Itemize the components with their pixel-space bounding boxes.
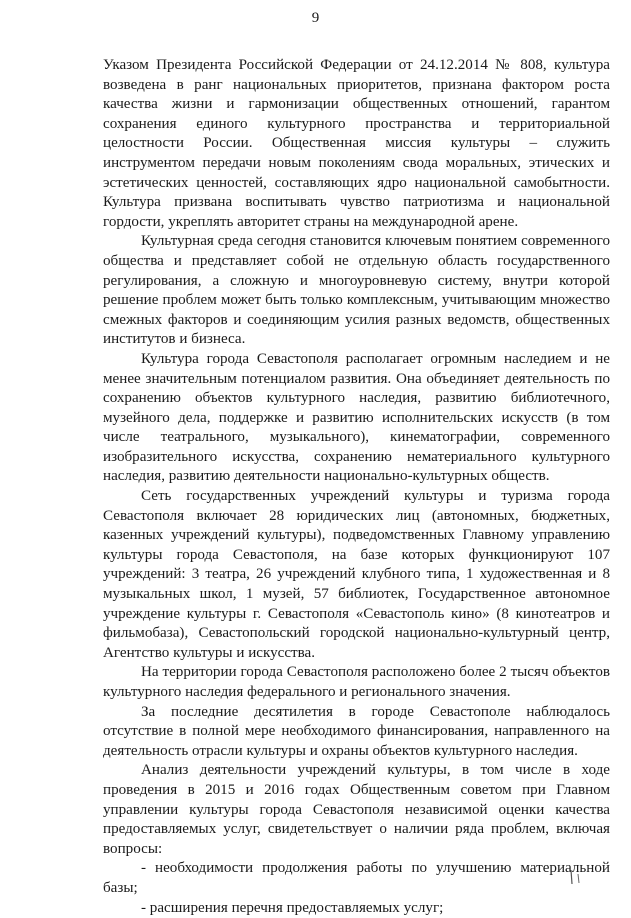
document-body — [103, 56, 610, 918]
bullet-item: - необходимости продолжения работы по улучшению материальной базы; — [103, 860, 610, 896]
bullet-item: - расширения перечня предоставляемых услуг; — [141, 899, 444, 916]
handwritten-mark — [568, 868, 584, 886]
paragraph: Культурная среда сегодня становится ключевым понятием современного общества и представляет собой не отдельную область государственного регулирования, а сложную и многоуровневую систему, внутри которой решение проблем может быть только комплексным, учитывающим множество смежных факторов и соединяющим усилия разных ведомств, общественных институтов и бизнеса. — [103, 233, 610, 348]
paragraph: Анализ деятельности учреждений культуры, в том числе в ходе проведения в 2015 и 2016 годах Общественным советом при Главном управлении культуры города Севастополя независимой оценки качества предоставляемых услуг, свидетельствует о наличии ряда проблем, включая вопросы: — [103, 762, 610, 857]
paragraph: Сеть государственных учреждений культуры и туризма города Севастополя включает 28 юридических лиц (автономных, бюджетных, казенных учреждений культуры), подведомственных Главному управлению культуры города Севастополя, на базе которых функционируют 107 учреждений: 3 театра, 26 учреждений клубного типа, 1 художественная и 8 музыкальных школ, 1 музей, 57 библиотек, Государственное автономное учреждение культуры г. Севастополя «Севастополь кино» (8 кинотеатров и фильмобаза), Севастопольский городской национально-культурный центр, Агентство культуры и искусства. — [103, 488, 610, 661]
paragraph: Культура города Севастополя располагает огромным наследием и не менее значительным потенциалом развития. Она объединяет деятельность по сохранению объектов культурного наследия, развитию библиотечного, музейного дела, поддержке и развитию исполнительских искусств (в том числе театрального, музыкального), кинематографии, современного изобразительного искусства, сохранению нематериального культурного наследия, развитию деятельности национально-культурных обществ. — [103, 350, 610, 485]
paragraph: На территории города Севастополя расположено более 2 тысяч объектов культурного наследия федерального и регионального значения. — [103, 664, 610, 700]
paragraph: За последние десятилетия в городе Севастополе наблюдалось отсутствие в полной мере необходимого финансирования, направленного на деятельность отрасли культуры и охраны объектов культурного наследия. — [103, 703, 610, 759]
page-number: 9 — [311, 10, 320, 26]
paragraph: Указом Президента Российской Федерации от 24.12.2014 № 808, культура возведена в ранг национальных приоритетов, признана фактором роста качества жизни и гармонизации общественных отношений, гарантом сохранения единого культурного пространства и территориальной целостности России. Общественная миссия культуры – служить инструментом передачи новым поколениям свода моральных, этических и эстетических ценностей, составляющих ядро национальной самобытности. Культура призвана воспитывать чувство патриотизма и национальной гордости, укреплять авторитет страны на международной арене. — [103, 57, 610, 230]
